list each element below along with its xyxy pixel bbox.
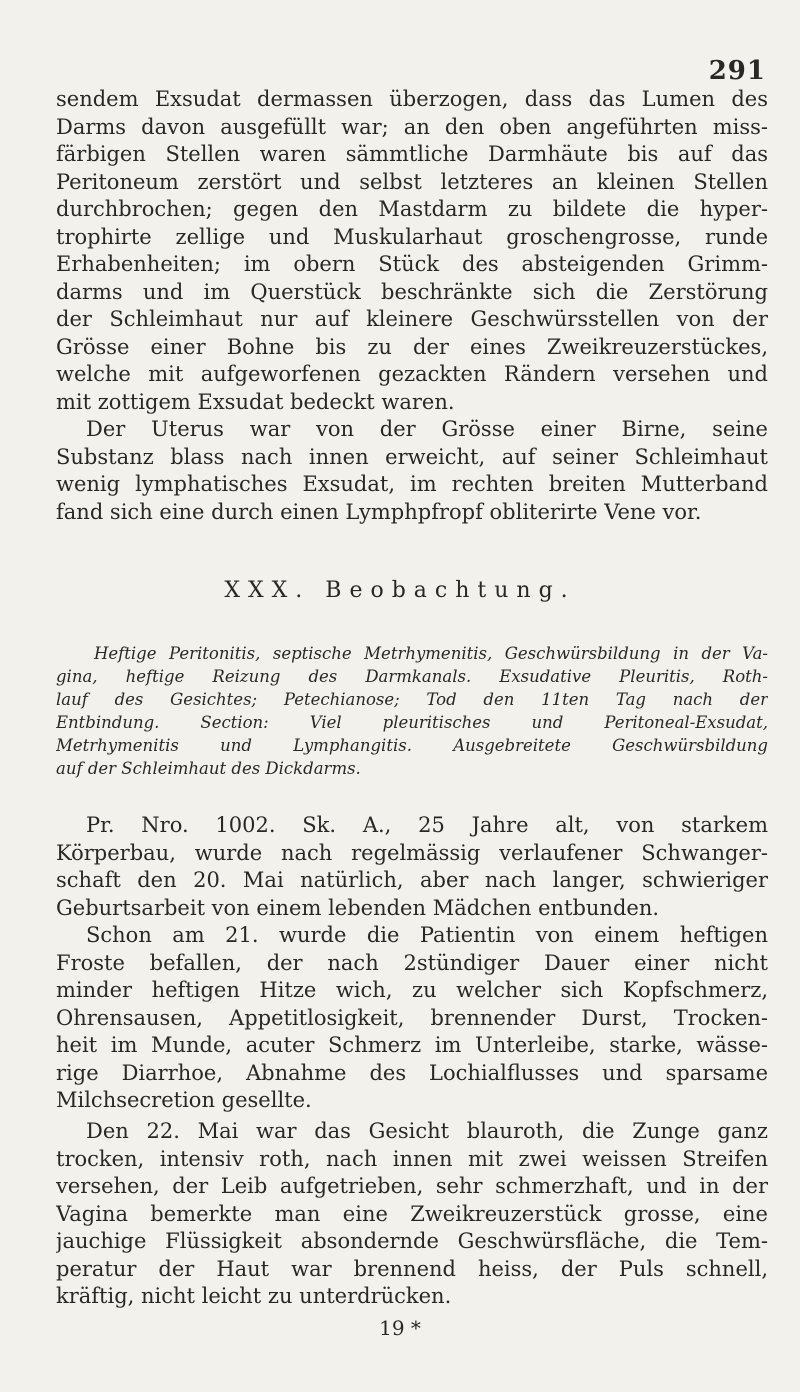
- text-line: trophirte zellige und Muskularhaut groschengrosse, runde: [56, 224, 768, 249]
- page-number: 291: [708, 56, 766, 86]
- text-line: Den 22. Mai war das Gesicht blauroth, die Zunge ganz: [86, 1119, 768, 1143]
- paragraph-continued: [56, 86, 768, 416]
- text-line: Milchsecretion gesellte.: [56, 1088, 312, 1112]
- text-line: Ohrensausen, Appetitlosigkeit, brennender Durst, Trocken-: [56, 1005, 768, 1030]
- text-line: Vagina bemerkte man eine Zweikreuzerstück grosse, eine: [56, 1201, 768, 1226]
- paragraph-onset: [56, 922, 768, 1115]
- text-line: sendem Exsudat dermassen überzogen, dass das Lumen des: [56, 87, 768, 111]
- text-line: heit im Munde, acuter Schmerz im Unterleibe, starke, wässe-: [56, 1033, 768, 1057]
- text-line: Erhabenheiten; im obern Stück des absteigenden Grimm-: [56, 252, 768, 276]
- text-line: welche mit aufgeworfenen gezackten Rändern versehen und: [56, 362, 768, 386]
- text-line: Grösse einer Bohne bis zu der eines Zweikreuzerstückes,: [56, 334, 768, 359]
- text-line: fand sich eine durch einen Lymphpfropf obliterirte Vene vor.: [56, 499, 702, 524]
- text-line: Geburtsarbeit von einem lebenden Mädchen entbunden.: [56, 895, 660, 920]
- paragraph-patient-intro: [56, 812, 768, 922]
- text-line: Pr. Nro. 1002. Sk. A., 25 Jahre alt, von starkem: [86, 813, 768, 837]
- text-line: Darms davon ausgefüllt war; an den oben angeführten miss-: [56, 114, 768, 139]
- text-line: wenig lymphatisches Exsudat, im rechten breiten Mutterband: [56, 472, 768, 496]
- text-line: Froste befallen, der nach 2stündiger Dauer einer nicht: [56, 950, 768, 975]
- text-line: minder heftigen Hitze wich, zu welcher sich Kopfschmerz,: [56, 978, 768, 1002]
- text-line: der Schleimhaut nur auf kleinere Geschwürsstellen von der: [56, 307, 768, 331]
- signature-mark: 19 *: [379, 1316, 421, 1340]
- case-summary: [56, 642, 768, 780]
- text-line: peratur der Haut war brennend heiss, der Puls schnell,: [56, 1256, 768, 1281]
- text-line: versehen, der Leib aufgetrieben, sehr schmerzhaft, und in der: [56, 1174, 768, 1198]
- summary-line: Heftige Peritonitis, septische Metrhymenitis, Geschwürsbildung in der Va-: [94, 644, 768, 663]
- summary-line: Entbindung. Section: Viel pleuritisches und Peritoneal-Exsudat,: [56, 713, 768, 732]
- text-line: färbigen Stellen waren sämmtliche Darmhäute bis auf das: [56, 142, 768, 166]
- text-line: kräftig, nicht leicht zu unterdrücken.: [56, 1284, 452, 1308]
- text-line: Peritoneum zerstört und selbst letzteres an kleinen Stellen: [56, 169, 768, 194]
- text-line: darms und im Querstück beschränkte sich die Zerstörung: [56, 279, 768, 304]
- text-line: jauchige Flüssigkeit absondernde Geschwürsfläche, die Tem-: [56, 1229, 768, 1253]
- text-line: schaft den 20. Mai natürlich, aber nach langer, schwieriger: [56, 868, 768, 892]
- text-line: trocken, intensiv roth, nach innen mit zwei weissen Streifen: [56, 1146, 768, 1171]
- text-line: rige Diarrhoe, Abnahme des Lochialflusses und sparsame: [56, 1060, 768, 1085]
- text-line: Substanz blass nach innen erweicht, auf seiner Schleimhaut: [56, 444, 768, 469]
- section-heading: XXX. Beobachtung.: [224, 578, 576, 603]
- text-line: durchbrochen; gegen den Mastdarm zu bildete die hyper-: [56, 197, 768, 221]
- text-line: mit zottigem Exsudat bedeckt waren.: [56, 389, 455, 414]
- paragraph-uterus: [56, 416, 768, 526]
- summary-line: auf der Schleimhaut des Dickdarms.: [56, 759, 361, 778]
- summary-line: gina, heftige Reizung des Darmkanals. Exsudative Pleuritis, Roth-: [56, 667, 768, 686]
- summary-line: lauf des Gesichtes; Petechianose; Tod den 11ten Tag nach der: [56, 690, 768, 709]
- text-line: Körperbau, wurde nach regelmässig verlaufener Schwanger-: [56, 840, 768, 865]
- summary-line: Metrhymenitis und Lymphangitis. Ausgebreitete Geschwürsbildung: [56, 736, 768, 755]
- paragraph-may-22: [56, 1118, 768, 1311]
- text-line: Der Uterus war von der Grösse einer Birne, seine: [86, 417, 768, 441]
- text-line: Schon am 21. wurde die Patientin von einem heftigen: [86, 923, 768, 947]
